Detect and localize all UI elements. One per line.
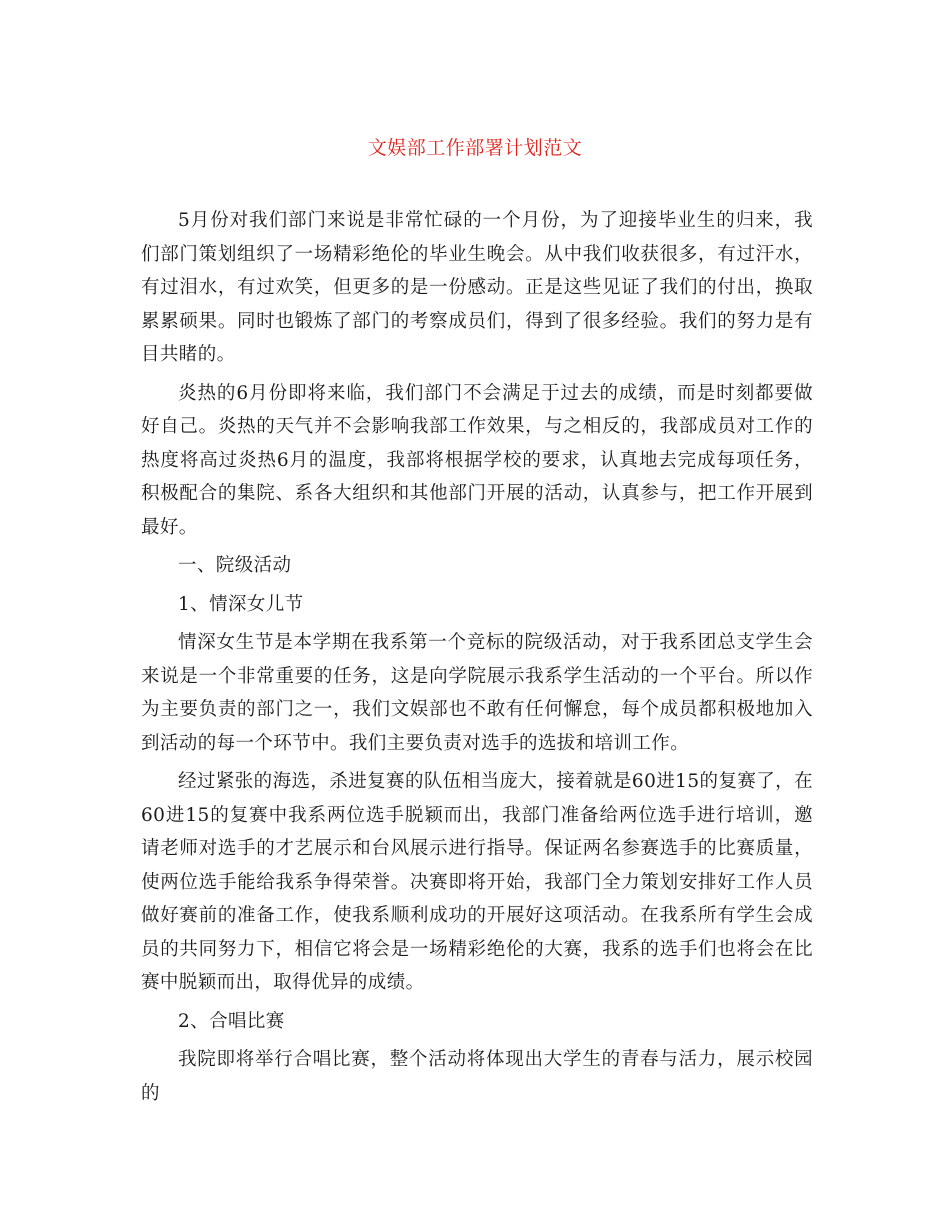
paragraph-may-summary: 5月份对我们部门来说是非常忙碌的一个月份，为了迎接毕业生的归来，我们部门策划组织了一场精彩绝伦的毕业生晚会。从中我们收获很多，有过汗水，有过泪水，有过欢笑，但更多的是一份感动。正是这些见证了我们的付出，换取累累硕果。同时也锻炼了部门的考察成员们，得到了很多经验。我们的努力是有目共睹的。 xyxy=(141,210,813,365)
section-heading-college-activities: 一、院级活动 xyxy=(178,555,292,576)
subsection-heading-choir-contest: 2、合唱比赛 xyxy=(178,1010,285,1032)
paragraph-june-plan: 炎热的6月份即将来临，我们部门不会满足于过去的成绩，而是时刻都要做好自己。炎热的天气并不会影响我部工作效果，与之相反的，我部成员对工作的热度将高过炎热6月的温度，我部将根据学校的要求，认真地去完成每项任务，积极配合的集院、系各大组织和其他部门开展的活动，认真参与，把工作开展到最好。 xyxy=(141,382,813,538)
paragraph-choir-contest: 我院即将举行合唱比赛，整个活动将体现出大学生的青春与活力，展示校园的 xyxy=(141,1049,813,1104)
document-title: 文娱部工作部署计划范文 xyxy=(367,137,583,159)
paragraph-girls-day-competition: 经过紧张的海选，杀进复赛的队伍相当庞大，接着就是60进15的复赛了，在60进15的复赛中我系两位选手脱颖而出，我部门准备给两位选手进行培训，邀请老师对选手的才艺展示和台风展示进行指导。保证两名参赛选手的比赛质量，使两位选手能给我系争得荣誉。决赛即将开始，我部门全力策划安排好工作人员做好赛前的准备工作，使我系顺利成功的开展好这项活动。在我系所有学生会成员的共同努力下，相信它将会是一场精彩绝伦的大赛，我系的选手们也将会在比赛中脱颖而出，取得优异的成绩。 xyxy=(141,771,813,993)
document-body xyxy=(141,204,813,1115)
subsection-heading-girls-day: 1、情深女儿节 xyxy=(178,593,304,615)
paragraph-girls-day-intro: 情深女生节是本学期在我系第一个竞标的院级活动，对于我系团总支学生会来说是一个非常重要的任务，这是向学院展示我系学生活动的一个平台。所以作为主要负责的部门之一，我们文娱部也不敢有任何懈怠，每个成员都积极地加入到活动的每一个环节中。我们主要负责对选手的选拔和培训工作。 xyxy=(141,632,813,754)
